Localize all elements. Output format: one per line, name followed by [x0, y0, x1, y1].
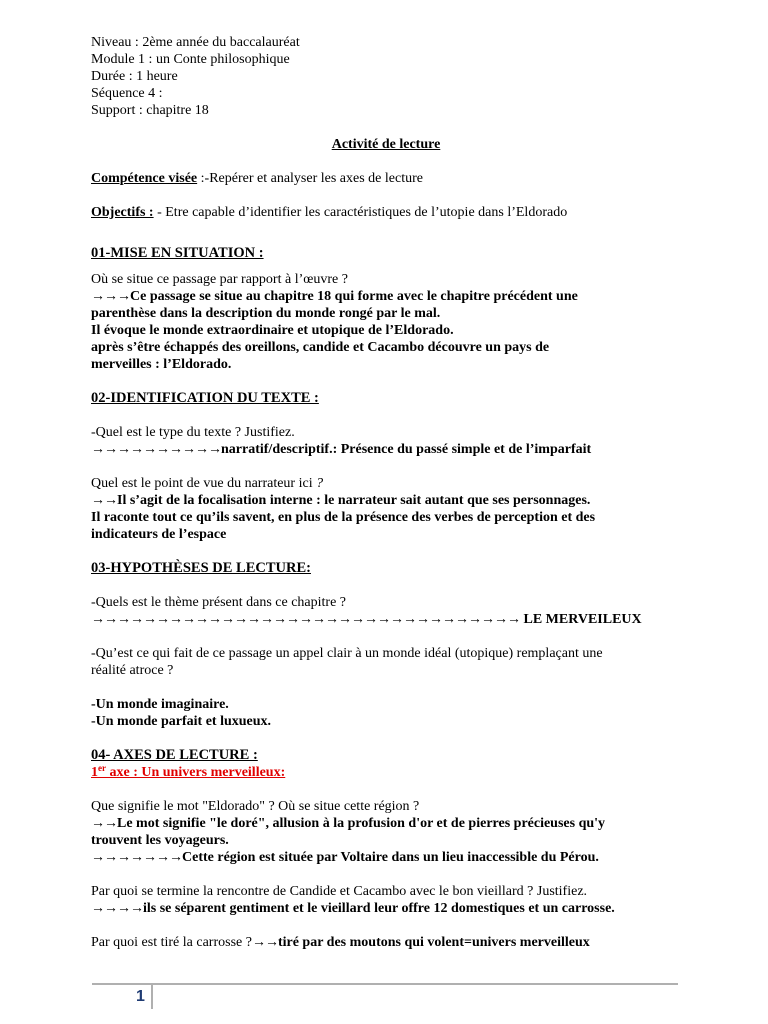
arrow-icon: →→→→→→→→→→ [91, 442, 221, 457]
document-page [91, 34, 691, 951]
s1-question: Où se situe ce passage par rapport à l’œuvre ? [91, 272, 348, 287]
axe-1-title: 1er axe : Un univers merveilleux: [91, 763, 286, 780]
competence-line [91, 170, 691, 187]
footer-divider [92, 983, 678, 985]
header-support: Support : chapitre 18 [91, 103, 209, 118]
section-3-heading: 03-HYPOTHÈSES DE LECTURE: [91, 560, 311, 576]
competence-label: Compétence visée [91, 171, 198, 186]
s4-answer-3: tiré par des moutons qui volent=univers merveilleux [277, 935, 590, 950]
s2-question-1: -Quel est le type du texte ? Justifiez. [91, 425, 295, 440]
s2-answer-2-2: Il raconte tout ce qu’ils savent, en plus de la présence des verbes de perception et des [91, 510, 596, 525]
s4-answer-2: →→→→ils se séparent gentiment et le vieillard leur offre 12 domestiques et un carrosse. [91, 901, 615, 916]
s4-question-1: Que signifie le mot "Eldorado" ? Où se situe cette région ? [91, 799, 420, 814]
s4-answer-1-1: →→Le mot signifie "le doré", allusion à la profusion d'or et de pierres précieuses qu'y [91, 816, 606, 831]
s4-question-2: Par quoi se termine la rencontre de Candide et Cacambo avec le bon vieillard ? Justifiez. [91, 884, 588, 899]
s3-answer-2-2: -Un monde parfait et luxueux. [91, 714, 272, 729]
arrow-icon: →→→→ [91, 901, 143, 916]
page-number: 1 [136, 988, 145, 1005]
header-sequence: Séquence 4 : [91, 86, 163, 101]
arrow-icon: →→→→→→→ [91, 850, 182, 865]
s4-answer-1-2: trouvent les voyageurs. [91, 833, 229, 848]
section-4-heading: 04- AXES DE LECTURE : [91, 747, 258, 763]
arrow-icon: →→→→→→→→→→→→→→→→→→→→→→→→→→→→→→→→→ [91, 612, 520, 627]
s1-answer-5: merveilles : l’Eldorado. [91, 357, 232, 372]
s4-answer-1-3: →→→→→→→Cette région est située par Voltaire dans un lieu inaccessible du Pérou. [91, 850, 599, 865]
s3-question-1: -Quels est le thème présent dans ce chapitre ? [91, 595, 347, 610]
page-number-bar [151, 983, 153, 1009]
s3-question-2-2: réalité atroce ? [91, 663, 174, 678]
section-1-heading: 01-MISE EN SITUATION : [91, 245, 264, 261]
s3-question-2-1: -Qu’est ce qui fait de ce passage un appel clair à un monde idéal (utopique) remplaçant une [91, 646, 603, 661]
s2-answer-2-3: indicateurs de l’espace [91, 527, 227, 542]
s1-answer-1: →→→Ce passage se situe au chapitre 18 qui forme avec le chapitre précédent une [91, 289, 578, 304]
competence-text: :-Repérer et analyser les axes de lecture [197, 171, 423, 186]
s2-question-2: Quel est le point de vue du narrateur ici ? [91, 476, 324, 491]
objectifs-line [91, 204, 691, 221]
s2-answer-2-1: →→Il s’agit de la focalisation interne : le narrateur sait autant que ses personnages. [91, 493, 591, 508]
objectifs-label: Objectifs : [91, 205, 154, 220]
arrow-icon: →→ [91, 816, 117, 831]
s3-answer-2-1: -Un monde imaginaire. [91, 697, 229, 712]
s1-answer-4: après s’être échappés des oreillons, candide et Cacambo découvre un pays de [91, 340, 550, 355]
objectifs-text: - Etre capable d’identifier les caractéristiques de l’utopie dans l’Eldorado [153, 205, 568, 220]
header-niveau: Niveau : 2ème année du baccalauréat [91, 35, 300, 50]
s1-answer-3: Il évoque le monde extraordinaire et utopique de l’Eldorado. [91, 323, 454, 338]
document-title: Activité de lecture [331, 137, 441, 152]
arrow-icon: →→ [251, 935, 278, 950]
s1-answer-2: parenthèse dans la description du monde rongé par le mal. [91, 306, 441, 321]
s4-question-3-line [91, 934, 691, 951]
s3-answer-1: →→→→→→→→→→→→→→→→→→→→→→→→→→→→→→→→→ LE MERVEILEUX [91, 612, 642, 627]
s4-question-3: Par quoi est tiré la carrosse ? [91, 935, 252, 950]
section-2-heading: 02-IDENTIFICATION DU TEXTE : [91, 390, 319, 406]
header-module: Module 1 : un Conte philosophique [91, 52, 290, 67]
arrow-icon: →→ [91, 493, 117, 508]
header-duree: Durée : 1 heure [91, 69, 178, 84]
s2-answer-1: →→→→→→→→→→narratif/descriptif.: Présence du passé simple et de l’imparfait [91, 442, 592, 457]
arrow-icon: →→→ [91, 289, 130, 304]
